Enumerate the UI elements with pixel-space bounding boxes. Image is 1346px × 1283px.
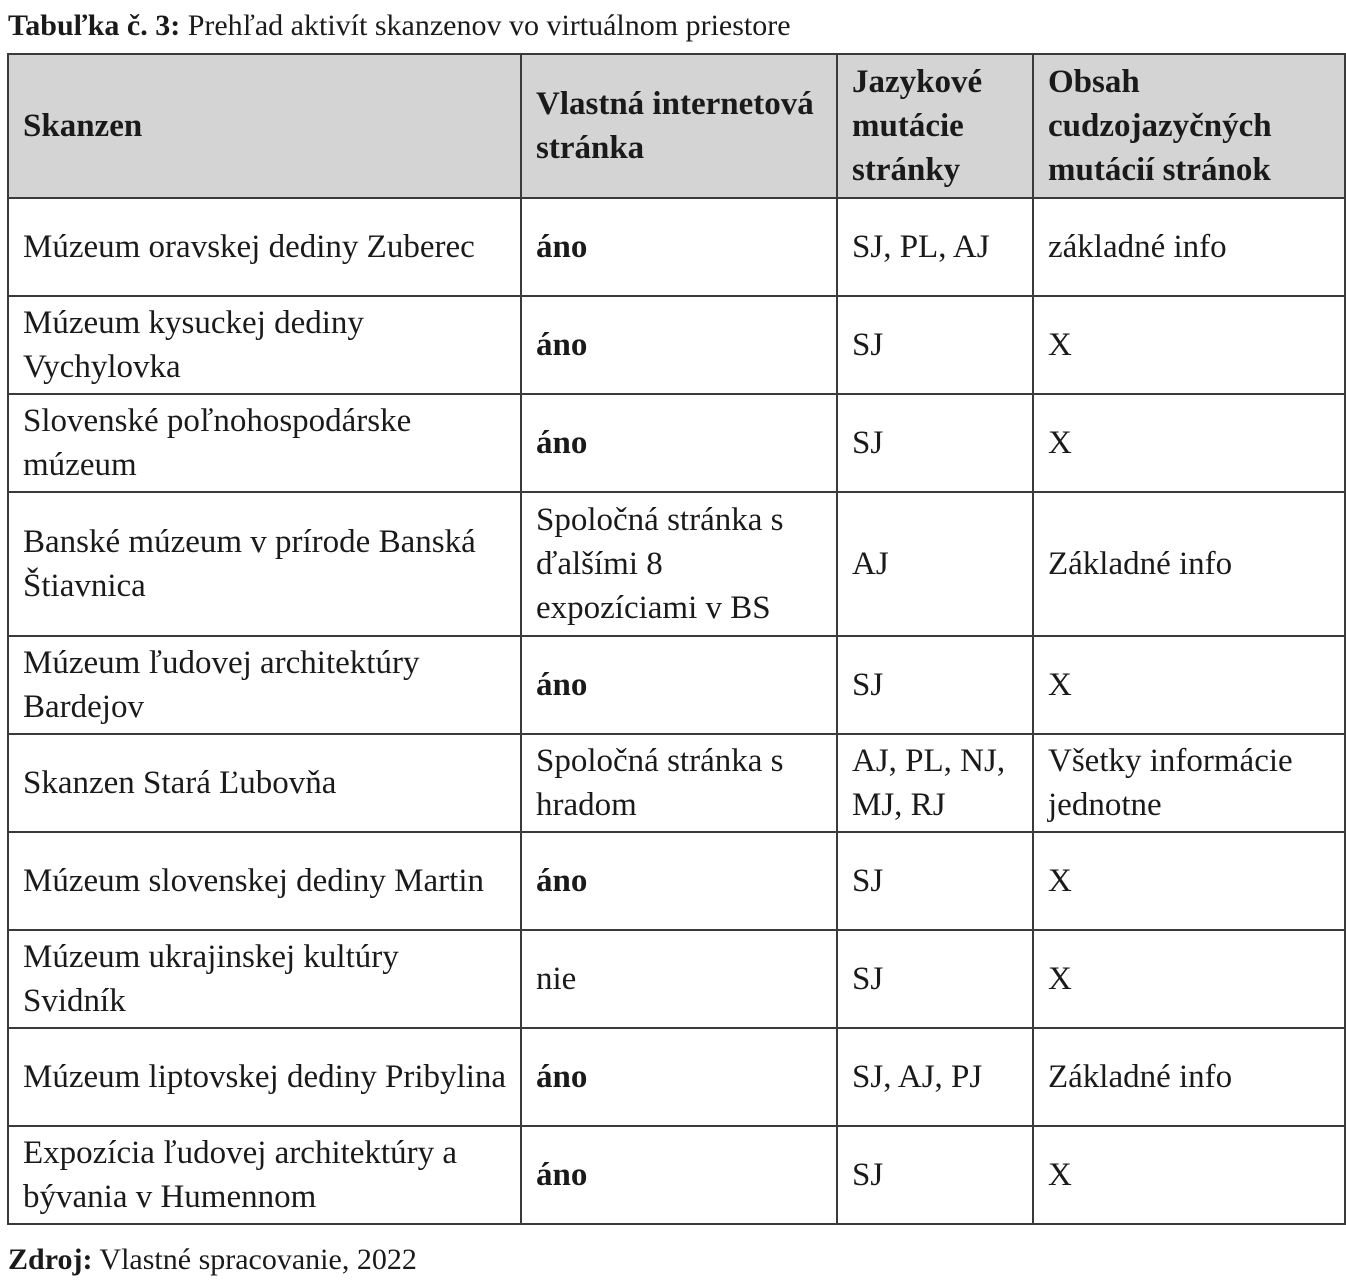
cell-content: X — [1033, 296, 1345, 394]
table-row — [8, 492, 1345, 636]
cell-content: X — [1033, 930, 1345, 1028]
cell-content: Všetky informácie jednotne — [1033, 734, 1345, 832]
table-row — [8, 930, 1345, 1028]
data-table — [7, 53, 1346, 1225]
table-caption-label: Tabuľka č. 3: — [8, 9, 181, 42]
table-row — [8, 198, 1345, 296]
cell-content: X — [1033, 1126, 1345, 1224]
table-caption — [8, 8, 791, 44]
table-row — [8, 1028, 1345, 1126]
cell-content: základné info — [1033, 198, 1345, 296]
cell-languages: SJ — [837, 636, 1033, 734]
cell-languages: SJ — [837, 832, 1033, 930]
header-languages: Jazykové mutácie stránky — [837, 54, 1033, 198]
cell-skanzen: Banské múzeum v prírode Banská Štiavnica — [8, 492, 521, 636]
table-caption-text: Prehľad aktivít skanzenov vo virtuálnom priestore — [187, 9, 791, 42]
source-text: Vlastné spracovanie, 2022 — [99, 1243, 417, 1276]
cell-skanzen: Expozícia ľudovej architektúry a bývania v Humennom — [8, 1126, 521, 1224]
table-row — [8, 296, 1345, 394]
source-label: Zdroj: — [8, 1243, 93, 1276]
header-website: Vlastná internetová stránka — [521, 54, 837, 198]
cell-skanzen: Múzeum oravskej dediny Zuberec — [8, 198, 521, 296]
cell-content: Základné info — [1033, 1028, 1345, 1126]
cell-website: nie — [521, 930, 837, 1028]
cell-website: áno — [521, 1126, 837, 1224]
cell-languages: AJ — [837, 492, 1033, 636]
header-skanzen: Skanzen — [8, 54, 521, 198]
cell-website: áno — [521, 394, 837, 492]
cell-skanzen: Múzeum kysuckej dediny Vychylovka — [8, 296, 521, 394]
cell-languages: SJ — [837, 394, 1033, 492]
cell-content: X — [1033, 394, 1345, 492]
cell-content: X — [1033, 832, 1345, 930]
table-row — [8, 832, 1345, 930]
cell-website: áno — [521, 198, 837, 296]
cell-website: áno — [521, 296, 837, 394]
table-row — [8, 1126, 1345, 1224]
cell-skanzen: Skanzen Stará Ľubovňa — [8, 734, 521, 832]
table-row — [8, 734, 1345, 832]
cell-skanzen: Múzeum liptovskej dediny Pribylina — [8, 1028, 521, 1126]
cell-website: áno — [521, 832, 837, 930]
table-row — [8, 636, 1345, 734]
cell-languages: SJ — [837, 930, 1033, 1028]
cell-website: áno — [521, 636, 837, 734]
cell-skanzen: Múzeum slovenskej dediny Martin — [8, 832, 521, 930]
cell-content: Základné info — [1033, 492, 1345, 636]
cell-languages: SJ, AJ, PJ — [837, 1028, 1033, 1126]
table-header-row — [8, 54, 1345, 198]
cell-skanzen: Múzeum ľudovej architektúry Bardejov — [8, 636, 521, 734]
cell-languages: SJ, PL, AJ — [837, 198, 1033, 296]
cell-website: Spoločná stránka s ďalšími 8 expozíciami v BS — [521, 492, 837, 636]
cell-skanzen: Slovenské poľnohospodárske múzeum — [8, 394, 521, 492]
cell-skanzen: Múzeum ukrajinskej kultúry Svidník — [8, 930, 521, 1028]
cell-languages: AJ, PL, NJ, MJ, RJ — [837, 734, 1033, 832]
cell-content: X — [1033, 636, 1345, 734]
cell-website: Spoločná stránka s hradom — [521, 734, 837, 832]
header-content: Obsah cudzojazyčných mutácií stránok — [1033, 54, 1345, 198]
source-note — [8, 1240, 417, 1280]
table-row — [8, 394, 1345, 492]
cell-languages: SJ — [837, 1126, 1033, 1224]
cell-languages: SJ — [837, 296, 1033, 394]
cell-website: áno — [521, 1028, 837, 1126]
